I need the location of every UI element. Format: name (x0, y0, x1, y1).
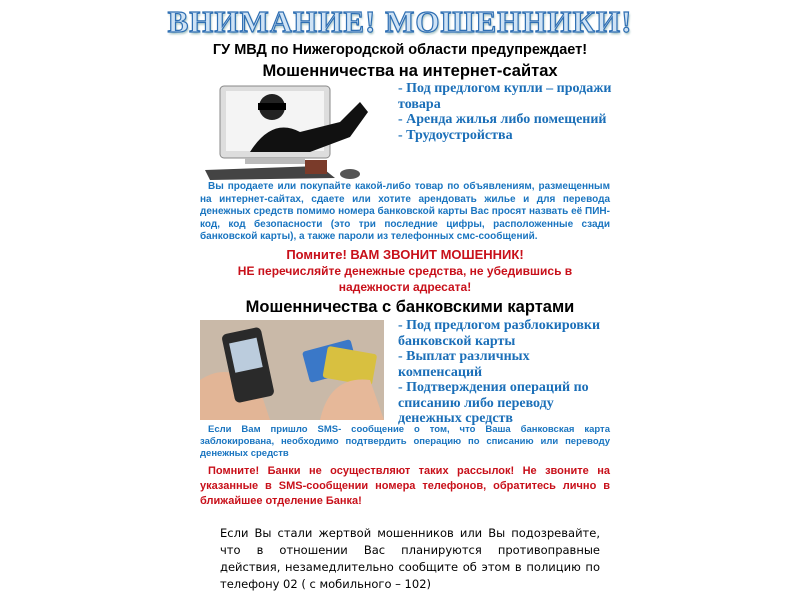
bullet-item: - Под предлогом купли – продажи товара (398, 81, 612, 112)
section1-bullets (398, 81, 613, 143)
section1-text-block (200, 181, 610, 295)
bullet-item: - Аренда жилья либо помещений (398, 112, 607, 127)
section1-warning1: Помните! ВАМ ЗВОНИТ МОШЕННИК! (286, 246, 524, 262)
section2-bullets (398, 318, 613, 427)
section1-heading: Мошенничества на интернет-сайтах (262, 62, 558, 80)
bullet-item: - Под предлогом разблокировки банковской карты (398, 318, 601, 349)
bullet-item: - Трудоустройства (398, 127, 513, 143)
bullet-item: - Выплат различных компенсаций (398, 349, 530, 380)
section2-paragraph: Если Вам пришло SMS- сообщение о том, что Ваша банковская карта заблокирована, необходимо подтвердить операцию по списанию или переводу денежных средств (200, 424, 610, 459)
section2-warning: Помните! Банки не осуществляют таких рассылок! Не звоните на указанные в SMS-сообщении номера телефонов, обратитесь лично в ближайшее отделение Банка! (200, 465, 610, 507)
poster-subtitle: ГУ МВД по Нижегородской области предупреждает! (212, 42, 588, 58)
section1-warning2: НЕ перечисляйте денежные средства, не убедившись в надежности адресата! (237, 263, 573, 294)
section2-text-block (200, 424, 610, 593)
police-contact-note: Если Вы стали жертвой мошенников или Вы подозревайте, что в отношении Вас планируются противоправные действия, незамедлительно сообщите об этом в полицию по телефону 02 ( с мобильного – 102) (220, 526, 600, 591)
poster-title: ВНИМАНИЕ! МОШЕННИКИ! (167, 4, 633, 39)
bullet-item: - Подтверждения операций по списанию либо переводу денежных средств (398, 380, 589, 426)
hacker-computer-image (200, 82, 378, 180)
phone-and-cards-image (200, 320, 384, 420)
section1-paragraph: Вы продаете или покупайте какой-либо товар по объявлениям, размещенным на интернет-сайтах, сдаете или хотите арендовать жилье и для перевода денежных средств помимо номера банковской карты Вас просят назвать её ПИН-код, код безопасности (это три последние цифры, расположенные сзади банковской карты), а также пароли из телефонных смс-сообщений. (200, 181, 610, 242)
section2-heading: Мошенничества с банковскими картами (245, 298, 575, 316)
